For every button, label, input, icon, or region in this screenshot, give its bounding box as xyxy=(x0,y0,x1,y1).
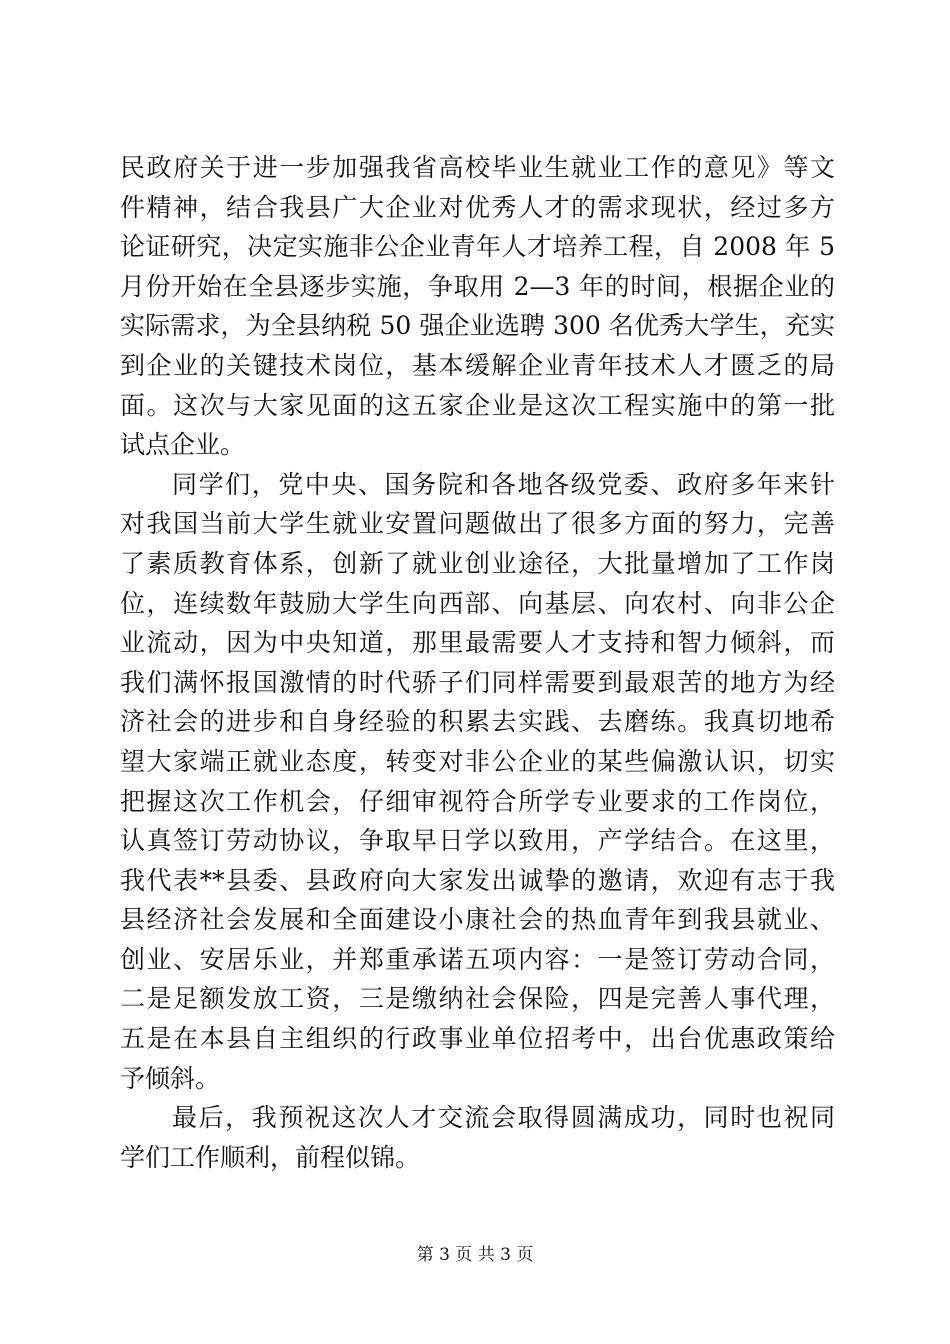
text-line: 二是足额发放工资，三是缴纳社会保险，四是完善人事代理， xyxy=(120,984,835,1014)
text-line: 月份开始在全县逐步实施，争取用 2—3 年的时间，根据企业的 xyxy=(120,271,835,301)
text-line: 件精神，结合我县广大企业对优秀人才的需求现状，经过多方 xyxy=(120,192,835,222)
text-line: 把握这次工作机会，仔细审视符合所学专业要求的工作岗位， xyxy=(120,786,835,816)
text-line: 五是在本县自主组织的行政事业单位招考中，出台优惠政策给 xyxy=(120,1024,835,1054)
text-line: 学们工作顺利，前程似锦。 xyxy=(120,1142,421,1172)
document-body xyxy=(120,148,835,1177)
text-line: 民政府关于进一步加强我省高校毕业生就业工作的意见》等文 xyxy=(120,153,835,182)
text-line: 最后，我预祝这次人才交流会取得圆满成功，同时也祝同 xyxy=(172,1103,835,1133)
page-number-footer: 第 3 页 共 3 页 xyxy=(416,1245,534,1265)
text-line: 对我国当前大学生就业安置问题做出了很多方面的努力，完善 xyxy=(120,509,835,539)
text-line: 实际需求，为全县纳税 50 强企业选聘 300 名优秀大学生，充实 xyxy=(120,311,835,341)
text-line: 我们满怀报国激情的时代骄子们同样需要到最艰苦的地方为经 xyxy=(120,667,835,697)
text-line: 望大家端正就业态度，转变对非公企业的某些偏激认识，切实 xyxy=(120,746,835,776)
text-line: 面。这次与大家见面的这五家企业是这次工程实施中的第一批 xyxy=(120,390,835,420)
text-line: 论证研究，决定实施非公企业青年人才培养工程，自 2008 年 5 xyxy=(120,232,835,262)
text-line: 了素质教育体系，创新了就业创业途径，大批量增加了工作岗 xyxy=(120,548,835,578)
text-line: 认真签订劳动协议，争取早日学以致用，产学结合。在这里， xyxy=(120,826,835,856)
text-line: 予倾斜。 xyxy=(120,1063,221,1093)
text-line: 创业、安居乐业，并郑重承诺五项内容：一是签订劳动合同， xyxy=(120,944,835,974)
text-line: 试点企业。 xyxy=(120,430,246,460)
text-line: 县经济社会发展和全面建设小康社会的热血青年到我县就业、 xyxy=(120,905,835,935)
text-line: 位，连续数年鼓励大学生向西部、向基层、向农村、向非公企 xyxy=(120,588,835,618)
text-line: 到企业的关键技术岗位，基本缓解企业青年技术人才匮乏的局 xyxy=(120,350,835,380)
text-line: 我代表**县委、县政府向大家发出诚挚的邀请，欢迎有志于我 xyxy=(120,865,835,895)
text-line: 济社会的进步和自身经验的积累去实践、去磨练。我真切地希 xyxy=(120,707,835,737)
text-line: 同学们，党中央、国务院和各地各级党委、政府多年来针 xyxy=(172,469,835,499)
text-line: 业流动，因为中央知道，那里最需要人才支持和智力倾斜，而 xyxy=(120,628,835,658)
